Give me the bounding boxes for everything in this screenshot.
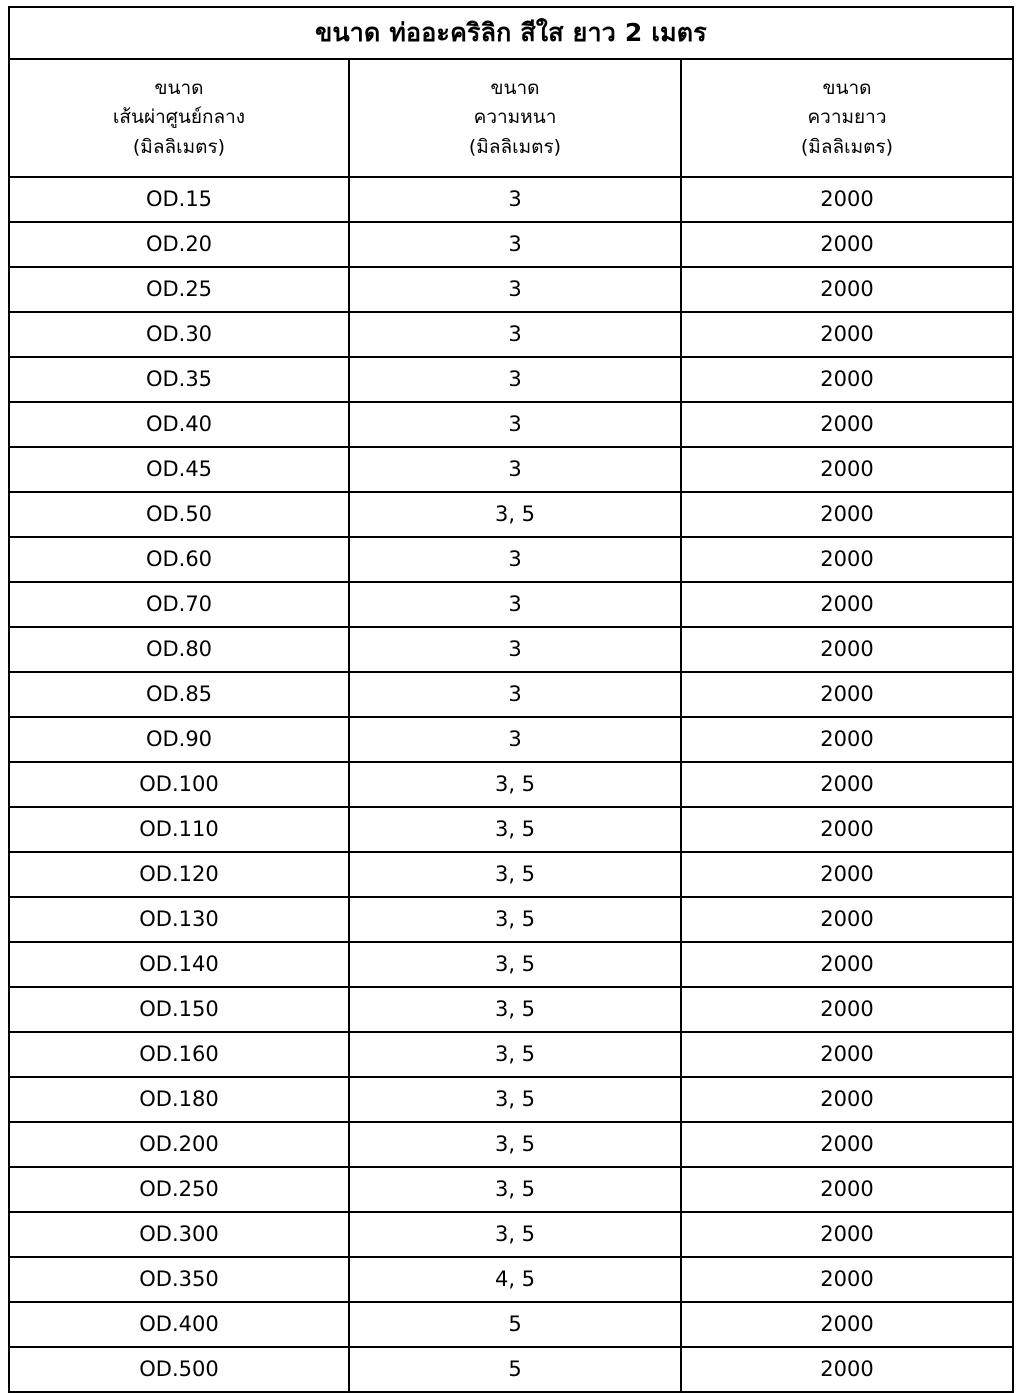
- cell-diameter: OD.140: [9, 942, 349, 987]
- cell-diameter: OD.160: [9, 1032, 349, 1077]
- cell-length: 2000: [681, 447, 1013, 492]
- column-header-diameter-line3: (มิลลิเมตร): [132, 135, 226, 158]
- table-row: [9, 177, 1013, 222]
- table-row: [9, 1167, 1013, 1212]
- cell-thickness: 3: [349, 627, 681, 672]
- acrylic-tube-size-table: [8, 6, 1014, 1393]
- table-row: [9, 627, 1013, 672]
- table-row: [9, 897, 1013, 942]
- cell-length: 2000: [681, 1257, 1013, 1302]
- cell-length: 2000: [681, 852, 1013, 897]
- cell-length: 2000: [681, 537, 1013, 582]
- cell-diameter: OD.85: [9, 672, 349, 717]
- column-header-length: [681, 59, 1013, 177]
- cell-diameter: OD.100: [9, 762, 349, 807]
- cell-thickness: 3, 5: [349, 1122, 681, 1167]
- table-row: [9, 267, 1013, 312]
- table-row: [9, 672, 1013, 717]
- cell-length: 2000: [681, 177, 1013, 222]
- cell-diameter: OD.70: [9, 582, 349, 627]
- table-row: [9, 717, 1013, 762]
- cell-length: 2000: [681, 1212, 1013, 1257]
- cell-thickness: 3, 5: [349, 942, 681, 987]
- cell-thickness: 5: [349, 1347, 681, 1392]
- cell-thickness: 3, 5: [349, 987, 681, 1032]
- cell-thickness: 3, 5: [349, 492, 681, 537]
- cell-diameter: OD.300: [9, 1212, 349, 1257]
- cell-length: 2000: [681, 267, 1013, 312]
- cell-diameter: OD.250: [9, 1167, 349, 1212]
- table-row: [9, 537, 1013, 582]
- column-header-diameter-line2: เส้นผ่าศูนย์กลาง: [112, 106, 246, 129]
- column-header-length-line3: (มิลลิเมตร): [800, 135, 894, 158]
- table-body: [9, 7, 1013, 1392]
- cell-length: 2000: [681, 357, 1013, 402]
- cell-diameter: OD.500: [9, 1347, 349, 1392]
- table-row: [9, 987, 1013, 1032]
- cell-length: 2000: [681, 222, 1013, 267]
- cell-length: 2000: [681, 1122, 1013, 1167]
- column-header-thickness: [349, 59, 681, 177]
- table-row: [9, 852, 1013, 897]
- column-header-thickness-line2: ความหนา: [473, 106, 557, 129]
- cell-thickness: 3: [349, 717, 681, 762]
- table-row: [9, 492, 1013, 537]
- table-row: [9, 1212, 1013, 1257]
- table-row: [9, 1302, 1013, 1347]
- cell-length: 2000: [681, 582, 1013, 627]
- column-header-diameter-line1: ขนาด: [154, 76, 204, 99]
- cell-diameter: OD.90: [9, 717, 349, 762]
- cell-thickness: 3: [349, 402, 681, 447]
- cell-thickness: 3: [349, 312, 681, 357]
- column-header-thickness-line1: ขนาด: [490, 76, 540, 99]
- cell-diameter: OD.180: [9, 1077, 349, 1122]
- cell-thickness: 3: [349, 582, 681, 627]
- cell-length: 2000: [681, 897, 1013, 942]
- cell-length: 2000: [681, 402, 1013, 447]
- table-row: [9, 1257, 1013, 1302]
- cell-length: 2000: [681, 762, 1013, 807]
- table-row: [9, 402, 1013, 447]
- cell-thickness: 3, 5: [349, 762, 681, 807]
- cell-length: 2000: [681, 1347, 1013, 1392]
- column-header-thickness-line3: (มิลลิเมตร): [468, 135, 562, 158]
- cell-thickness: 3, 5: [349, 1167, 681, 1212]
- page-title: ขนาด ท่ออะคริลิก สีใส ยาว 2 เมตร: [9, 7, 1013, 59]
- cell-thickness: 3: [349, 357, 681, 402]
- cell-thickness: 3: [349, 267, 681, 312]
- cell-length: 2000: [681, 717, 1013, 762]
- cell-thickness: 3, 5: [349, 1077, 681, 1122]
- table-row: [9, 807, 1013, 852]
- cell-thickness: 3: [349, 672, 681, 717]
- table-row: [9, 1032, 1013, 1077]
- table-row: [9, 1122, 1013, 1167]
- cell-diameter: OD.20: [9, 222, 349, 267]
- cell-diameter: OD.45: [9, 447, 349, 492]
- cell-diameter: OD.200: [9, 1122, 349, 1167]
- cell-diameter: OD.25: [9, 267, 349, 312]
- table-row: [9, 1347, 1013, 1392]
- cell-length: 2000: [681, 942, 1013, 987]
- cell-thickness: 3, 5: [349, 807, 681, 852]
- cell-diameter: OD.130: [9, 897, 349, 942]
- cell-diameter: OD.60: [9, 537, 349, 582]
- cell-length: 2000: [681, 312, 1013, 357]
- cell-diameter: OD.35: [9, 357, 349, 402]
- cell-thickness: 3: [349, 537, 681, 582]
- cell-thickness: 3, 5: [349, 852, 681, 897]
- cell-thickness: 4, 5: [349, 1257, 681, 1302]
- cell-length: 2000: [681, 672, 1013, 717]
- cell-length: 2000: [681, 1077, 1013, 1122]
- cell-thickness: 3: [349, 222, 681, 267]
- cell-diameter: OD.110: [9, 807, 349, 852]
- cell-diameter: OD.350: [9, 1257, 349, 1302]
- cell-diameter: OD.40: [9, 402, 349, 447]
- table-header-row: [9, 59, 1013, 177]
- cell-length: 2000: [681, 1167, 1013, 1212]
- cell-diameter: OD.150: [9, 987, 349, 1032]
- cell-length: 2000: [681, 492, 1013, 537]
- cell-thickness: 3: [349, 177, 681, 222]
- column-header-length-line1: ขนาด: [822, 76, 872, 99]
- cell-length: 2000: [681, 1302, 1013, 1347]
- table-row: [9, 1077, 1013, 1122]
- table-row: [9, 582, 1013, 627]
- cell-thickness: 3: [349, 447, 681, 492]
- cell-thickness: 3, 5: [349, 1212, 681, 1257]
- table-row: [9, 357, 1013, 402]
- table-row: [9, 942, 1013, 987]
- column-header-length-line2: ความยาว: [807, 106, 887, 129]
- column-header-diameter: [9, 59, 349, 177]
- table-row: [9, 312, 1013, 357]
- cell-diameter: OD.15: [9, 177, 349, 222]
- cell-diameter: OD.400: [9, 1302, 349, 1347]
- table-row: [9, 222, 1013, 267]
- table-row: [9, 447, 1013, 492]
- cell-diameter: OD.30: [9, 312, 349, 357]
- cell-diameter: OD.50: [9, 492, 349, 537]
- cell-thickness: 3, 5: [349, 1032, 681, 1077]
- cell-length: 2000: [681, 1032, 1013, 1077]
- cell-thickness: 5: [349, 1302, 681, 1347]
- table-title-row: [9, 7, 1013, 59]
- cell-length: 2000: [681, 807, 1013, 852]
- cell-diameter: OD.80: [9, 627, 349, 672]
- cell-length: 2000: [681, 987, 1013, 1032]
- cell-diameter: OD.120: [9, 852, 349, 897]
- cell-thickness: 3, 5: [349, 897, 681, 942]
- cell-length: 2000: [681, 627, 1013, 672]
- table-row: [9, 762, 1013, 807]
